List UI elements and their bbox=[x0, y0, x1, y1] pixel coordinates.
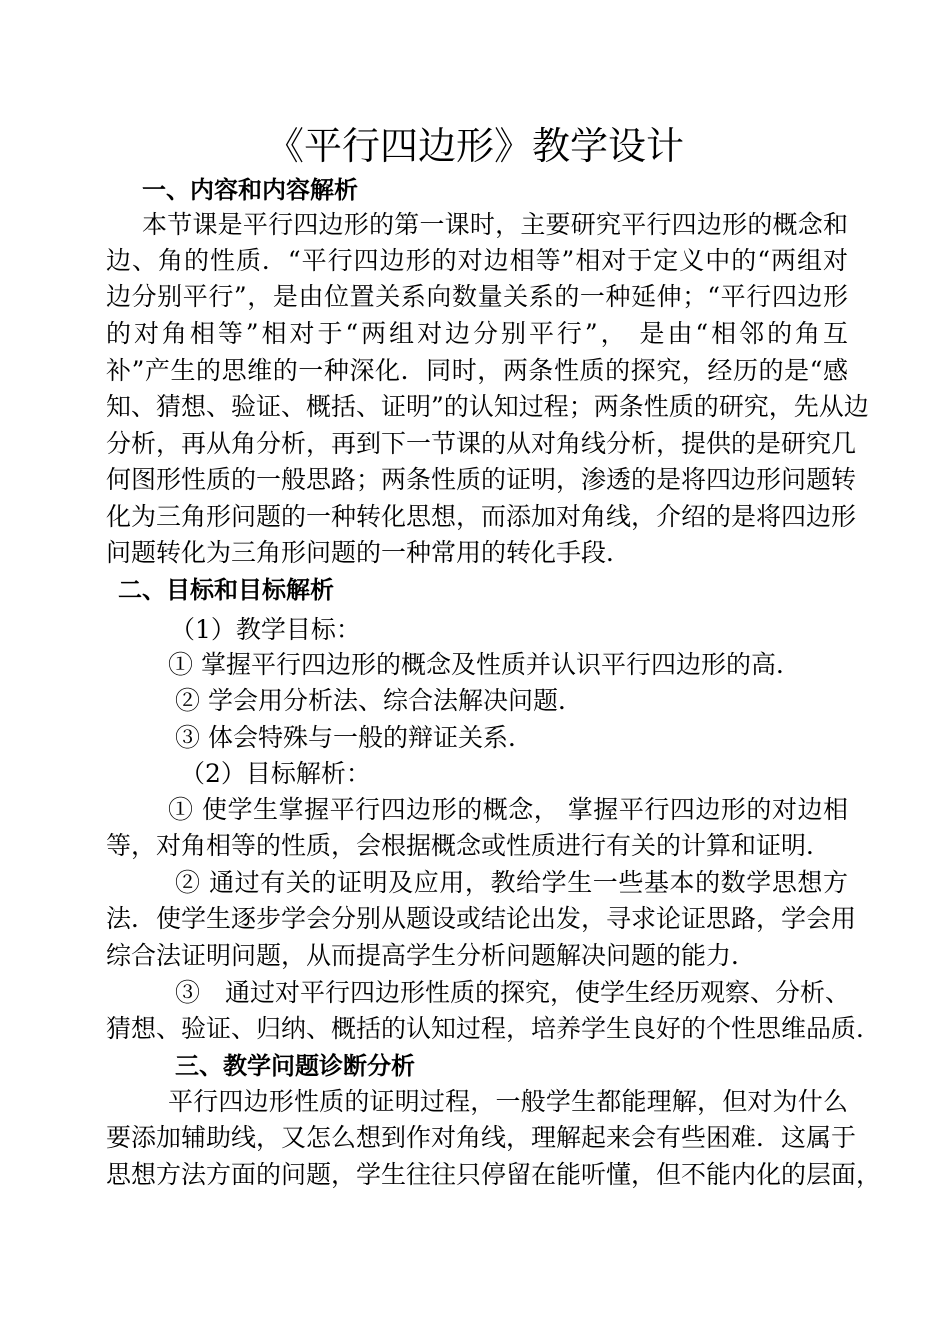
analysis-line: 综合法证明问题，从而提高学生分析问题解决问题的能力． bbox=[106, 941, 757, 970]
document-title: 《平行四边形》教学设计 bbox=[265, 124, 684, 168]
paragraph-line: 边分别平行”，是由位置关系向数量关系的一种延伸；“平行四边形 bbox=[106, 282, 848, 311]
analysis-line: 法．使学生逐步学会分别从题设或结论出发，寻求论证思路，学会用 bbox=[106, 904, 857, 933]
paragraph-line: 要添加辅助线，又怎么想到作对角线，理解起来会有些困难．这属于 bbox=[106, 1123, 857, 1152]
analysis-line: ③ 通过对平行四边形性质的探究，使学生经历观察、分析、 bbox=[175, 978, 851, 1007]
section-heading-diagnosis: 三、教学问题诊断分析 bbox=[175, 1052, 415, 1080]
paragraph-line: 分析，再从角分析，再到下一节课的从对角线分析，提供的是研究几 bbox=[106, 429, 857, 458]
paragraph-line: 问题转化为三角形问题的一种常用的转化手段． bbox=[106, 538, 632, 567]
paragraph-line: 何图形性质的一般思路；两条性质的证明，渗透的是将四边形问题转 bbox=[106, 465, 857, 494]
analysis-line: 猜想、验证、归纳、概括的认知过程，培养学生良好的个性思维品质． bbox=[106, 1014, 882, 1043]
subsection-label-goal-analysis: （2）目标解析： bbox=[180, 759, 371, 788]
subsection-label-teaching-goals: （1）教学目标： bbox=[170, 615, 361, 644]
goal-item: ① 掌握平行四边形的概念及性质并认识平行四边形的高． bbox=[168, 650, 801, 679]
analysis-line: ① 使学生掌握平行四边形的概念， 掌握平行四边形的对边相 bbox=[168, 795, 848, 824]
section-heading-goals: 二、目标和目标解析 bbox=[118, 576, 334, 604]
paragraph-line: 本节课是平行四边形的第一课时，主要研究平行四边形的概念和 bbox=[142, 210, 848, 239]
paragraph-line: 的对角相等”相对于“两组对边分别平行”， 是由“相邻的角互 bbox=[106, 319, 848, 348]
analysis-line: ② 通过有关的证明及应用，教给学生一些基本的数学思想方 bbox=[175, 868, 848, 897]
paragraph-line: 边、角的性质．“平行四边形的对边相等”相对于定义中的“两组对 bbox=[106, 246, 848, 275]
paragraph-line: 补”产生的思维的一种深化．同时，两条性质的探究，经历的是“感 bbox=[106, 356, 848, 385]
paragraph-line: 平行四边形性质的证明过程，一般学生都能理解，但对为什么 bbox=[168, 1087, 848, 1116]
paragraph-line: 知、猜想、验证、概括、证明”的认知过程；两条性质的研究，先从边 bbox=[106, 392, 869, 421]
section-heading-content: 一、内容和内容解析 bbox=[142, 176, 358, 204]
goal-item: ② 学会用分析法、综合法解决问题． bbox=[175, 686, 583, 715]
paragraph-line: 化为三角形问题的一种转化思想，而添加对角线，介绍的是将四边形 bbox=[106, 502, 857, 531]
goal-item: ③ 体会特殊与一般的辩证关系． bbox=[175, 723, 533, 752]
paragraph-line: 思想方法方面的问题，学生往往只停留在能听懂，但不能内化的层面， bbox=[106, 1160, 882, 1189]
analysis-line: 等，对角相等的性质，会根据概念或性质进行有关的计算和证明． bbox=[106, 831, 832, 860]
